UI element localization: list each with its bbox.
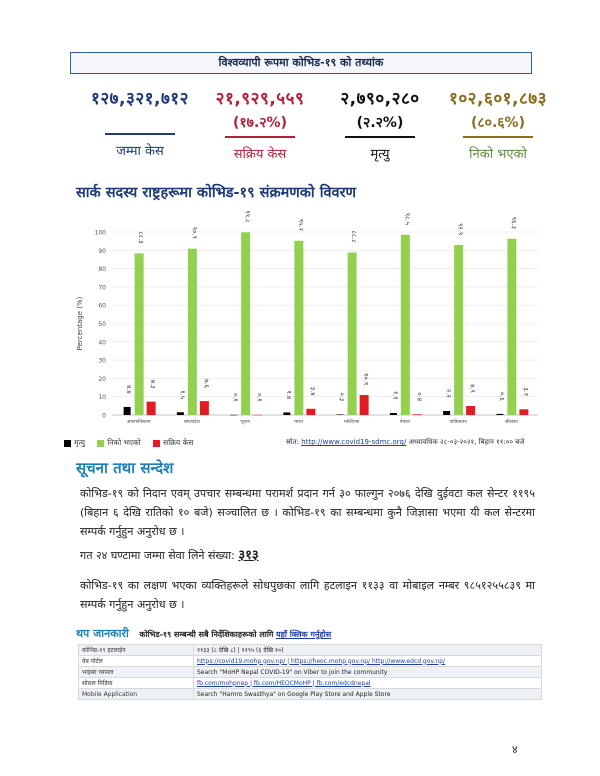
bar-recovered [294,241,303,415]
data-label: ०.४ [415,392,424,402]
data-label: ९९.८ [243,210,252,223]
bar-active [466,406,475,415]
sarc-chart-title: सार्क सदस्य राष्ट्रहरूमा कोभिड-१९ संक्रमणको विवरण [76,185,357,201]
x-tick-label: भुटान [240,420,250,425]
service-count-value: ३१३ [238,548,259,563]
data-label: ८८.८ [350,230,359,243]
bar-deaths [443,411,450,415]
service-count-label: गत २४ घण्टामा जम्मा सेवा लिने संख्या: [80,549,235,562]
stat-recovered [438,86,558,162]
sarc-bar-chart [70,210,550,438]
y-tick-label: 10 [98,394,106,402]
bar-recovered [401,235,410,415]
contact-table [78,644,542,700]
bar-deaths [124,407,131,415]
page-number: ४ [512,743,518,756]
row-value[interactable] [194,678,542,689]
bar-active [253,415,262,416]
bar-recovered [348,252,357,415]
x-tick-label: भारत [293,420,304,425]
y-tick-label: 70 [98,284,106,292]
table-row [79,678,542,689]
data-label: ९०.९ [190,226,199,239]
table-row [79,689,542,700]
legend-deaths [64,438,85,448]
source-prefix: स्रोत: [286,438,299,446]
bar-deaths [177,412,184,415]
x-tick-label: माल्दिभ्स [343,420,360,425]
data-label: ०.६ [497,391,506,401]
stat-label: निको भएको [469,147,527,162]
info-section-title: सूचना तथा सन्देश [76,459,174,477]
bar-recovered [507,239,516,415]
stat-underline [345,136,415,138]
y-tick-label: 100 [94,229,106,237]
y-tick-label: 60 [98,302,106,310]
data-label: ७.६ [202,379,211,388]
data-label: १.४ [284,390,293,400]
data-label: ०.३ [338,392,347,402]
x-tick-label: बंगलादेश [184,420,200,425]
row-value: ११३३ (८ देखि ८) | ११९५ (६ देखि १०) [194,645,542,656]
stat-deaths [320,86,440,162]
stat-active-cases [200,86,320,162]
stat-label: मृत्यु [370,147,390,162]
stat-percent [80,113,200,129]
table-row [79,667,542,678]
row-value: Search "MoHP Nepal COVID-19" on Viber to join the community [194,667,542,678]
row-label: Mobile Application [79,689,194,700]
stat-percent: (१७.२%) [233,115,287,131]
bar-deaths [283,412,290,415]
y-tick-label: 0 [102,412,106,420]
stat-underline [225,136,295,138]
row-value[interactable] [194,656,542,667]
data-label: ९६.३ [509,216,518,229]
stat-label: सक्रिय केस [233,147,287,162]
source-link[interactable]: http://www.covid19-sdmc.org/ [301,438,407,446]
data-label: ९५.२ [296,218,305,232]
data-label: ९२.९ [456,222,465,236]
x-tick-label: पाकिस्तान [449,420,467,425]
hotline-paragraph: कोभिड-१९ का लक्षण भएका व्यक्तिहरूले सोधपुछका लागि हटलाइन ११३३ वा मोबाइल नम्बर ९८५१२५५८३९ मा सम्पर्क गर्नुहुन अनुरोध छ । [80,579,535,611]
sarc-chart [70,210,550,455]
stat-number: २१,९२९,५५९ [215,89,305,109]
stat-total-cases [80,86,200,159]
data-label: १०.९ [362,373,371,386]
data-label: ०.१ [255,392,264,402]
data-label: ३.१ [521,387,530,397]
row-label: भाइबर च्यानल [79,667,194,678]
bar-deaths [496,414,503,415]
bar-recovered [454,245,463,415]
legend-label: सक्रिय केस [163,438,194,447]
row-label: सोसल मिडिया [79,678,194,689]
data-label: १.१ [391,390,400,400]
global-stats [80,86,550,166]
more-info [76,626,546,641]
web-portal-links[interactable]: https://covid19.mohp.gov.np/ | https://heoc.mohp.gov.np/ http://www.edcd.gov.np/ [197,657,446,665]
bar-deaths [337,414,344,415]
bar-deaths [390,413,397,415]
table-row [79,645,542,656]
row-label: वेब पोर्टल [79,656,194,667]
y-tick-label: 40 [98,339,106,347]
chart-source [286,438,524,447]
data-label: ०.१ [231,392,240,402]
more-info-title: थप जानकारी [76,627,129,640]
bar-active [413,414,422,415]
bar-active [360,395,369,415]
bar-active [200,401,209,415]
data-label: ४.९ [468,384,477,393]
global-stats-title: विश्वव्यापी रूपमा कोभिड-१९ को तथ्यांक [70,52,532,74]
y-tick-label: 50 [98,321,106,328]
legend-label: मृत्यु [74,438,86,447]
bar-recovered [188,249,197,415]
row-value: Search "Hamro Swasthya" on Google Play Store and Apple Store [194,689,542,700]
stat-number: १२७,३२१,७१२ [91,89,189,109]
stat-underline [105,133,175,135]
bar-recovered [241,232,250,415]
data-label: ३.४ [308,386,317,396]
y-tick-label: 20 [98,375,106,383]
data-label: ७.३ [149,379,158,389]
bar-active [306,409,315,415]
x-tick-label: नेपाल [399,420,410,425]
stat-number: १०२,६०१,८७३ [449,89,547,109]
y-axis-label: Percentage (%) [76,296,84,351]
bar-active [147,402,156,415]
chart-legend [64,438,544,448]
legend-swatch [153,440,160,447]
legend-swatch [97,440,104,447]
y-tick-label: 90 [98,247,106,255]
legend-label: निको भएको [107,438,141,447]
stat-label: जम्मा केस [116,144,164,159]
legend-active [153,438,193,448]
data-label: १.५ [178,390,187,400]
call-center-paragraph: कोभिड-१९ को निदान एवम् उपचार सम्बन्धमा परामर्श प्रदान गर्न ३० फाल्गुन २०७६ देखि दुईवटा कल सेन्टर ११९५ (बिहान ६ देखि रातिको १० बजे) सञ्चालित छ । कोभिड-१९ का सम्बन्धमा कुनै जिज्ञासा भएमा यी कल सेन्टरमा सम्पर्क गर्नुहुन अनुरोध छ । [80,487,535,538]
source-suffix: अध्यावधिक २८-०३-२०२१, बिहान ११:०० बजे [408,438,525,446]
x-tick-label: अफगानिस्तान [126,420,151,425]
stat-percent: (८०.६%) [471,115,525,131]
y-tick-label: 30 [98,357,106,365]
service-count-paragraph [80,546,535,565]
bar-recovered [135,253,144,415]
row-label: कोभिड-१९ हटलाईन [79,645,194,656]
guidelines-link[interactable]: यहाँ क्लिक गर्नुहोस [275,630,332,639]
bar-deaths [230,415,237,416]
stat-percent: (२.२%) [356,115,404,131]
more-info-text: कोभिड-१९ सम्बन्धी सबै निर्देशिकाहरूको लागि [139,630,274,639]
stat-underline [463,136,533,138]
y-tick-label: 80 [98,266,106,274]
legend-recovered [97,438,140,448]
data-label: ४.४ [125,384,134,394]
stat-number: २,७९०,२८० [340,89,420,109]
social-media-links[interactable]: fb.com/mohpnep | fb.com/HEOCMoHP | fb.com/edcdnepal [197,679,371,687]
x-tick-label: श्रीलंका [504,420,518,425]
data-label: २.२ [444,388,453,398]
legend-swatch [64,440,71,447]
data-label: ८८.३ [137,231,146,244]
bar-active [519,409,528,415]
table-row [79,656,542,667]
data-label: ९८.५ [403,212,412,225]
